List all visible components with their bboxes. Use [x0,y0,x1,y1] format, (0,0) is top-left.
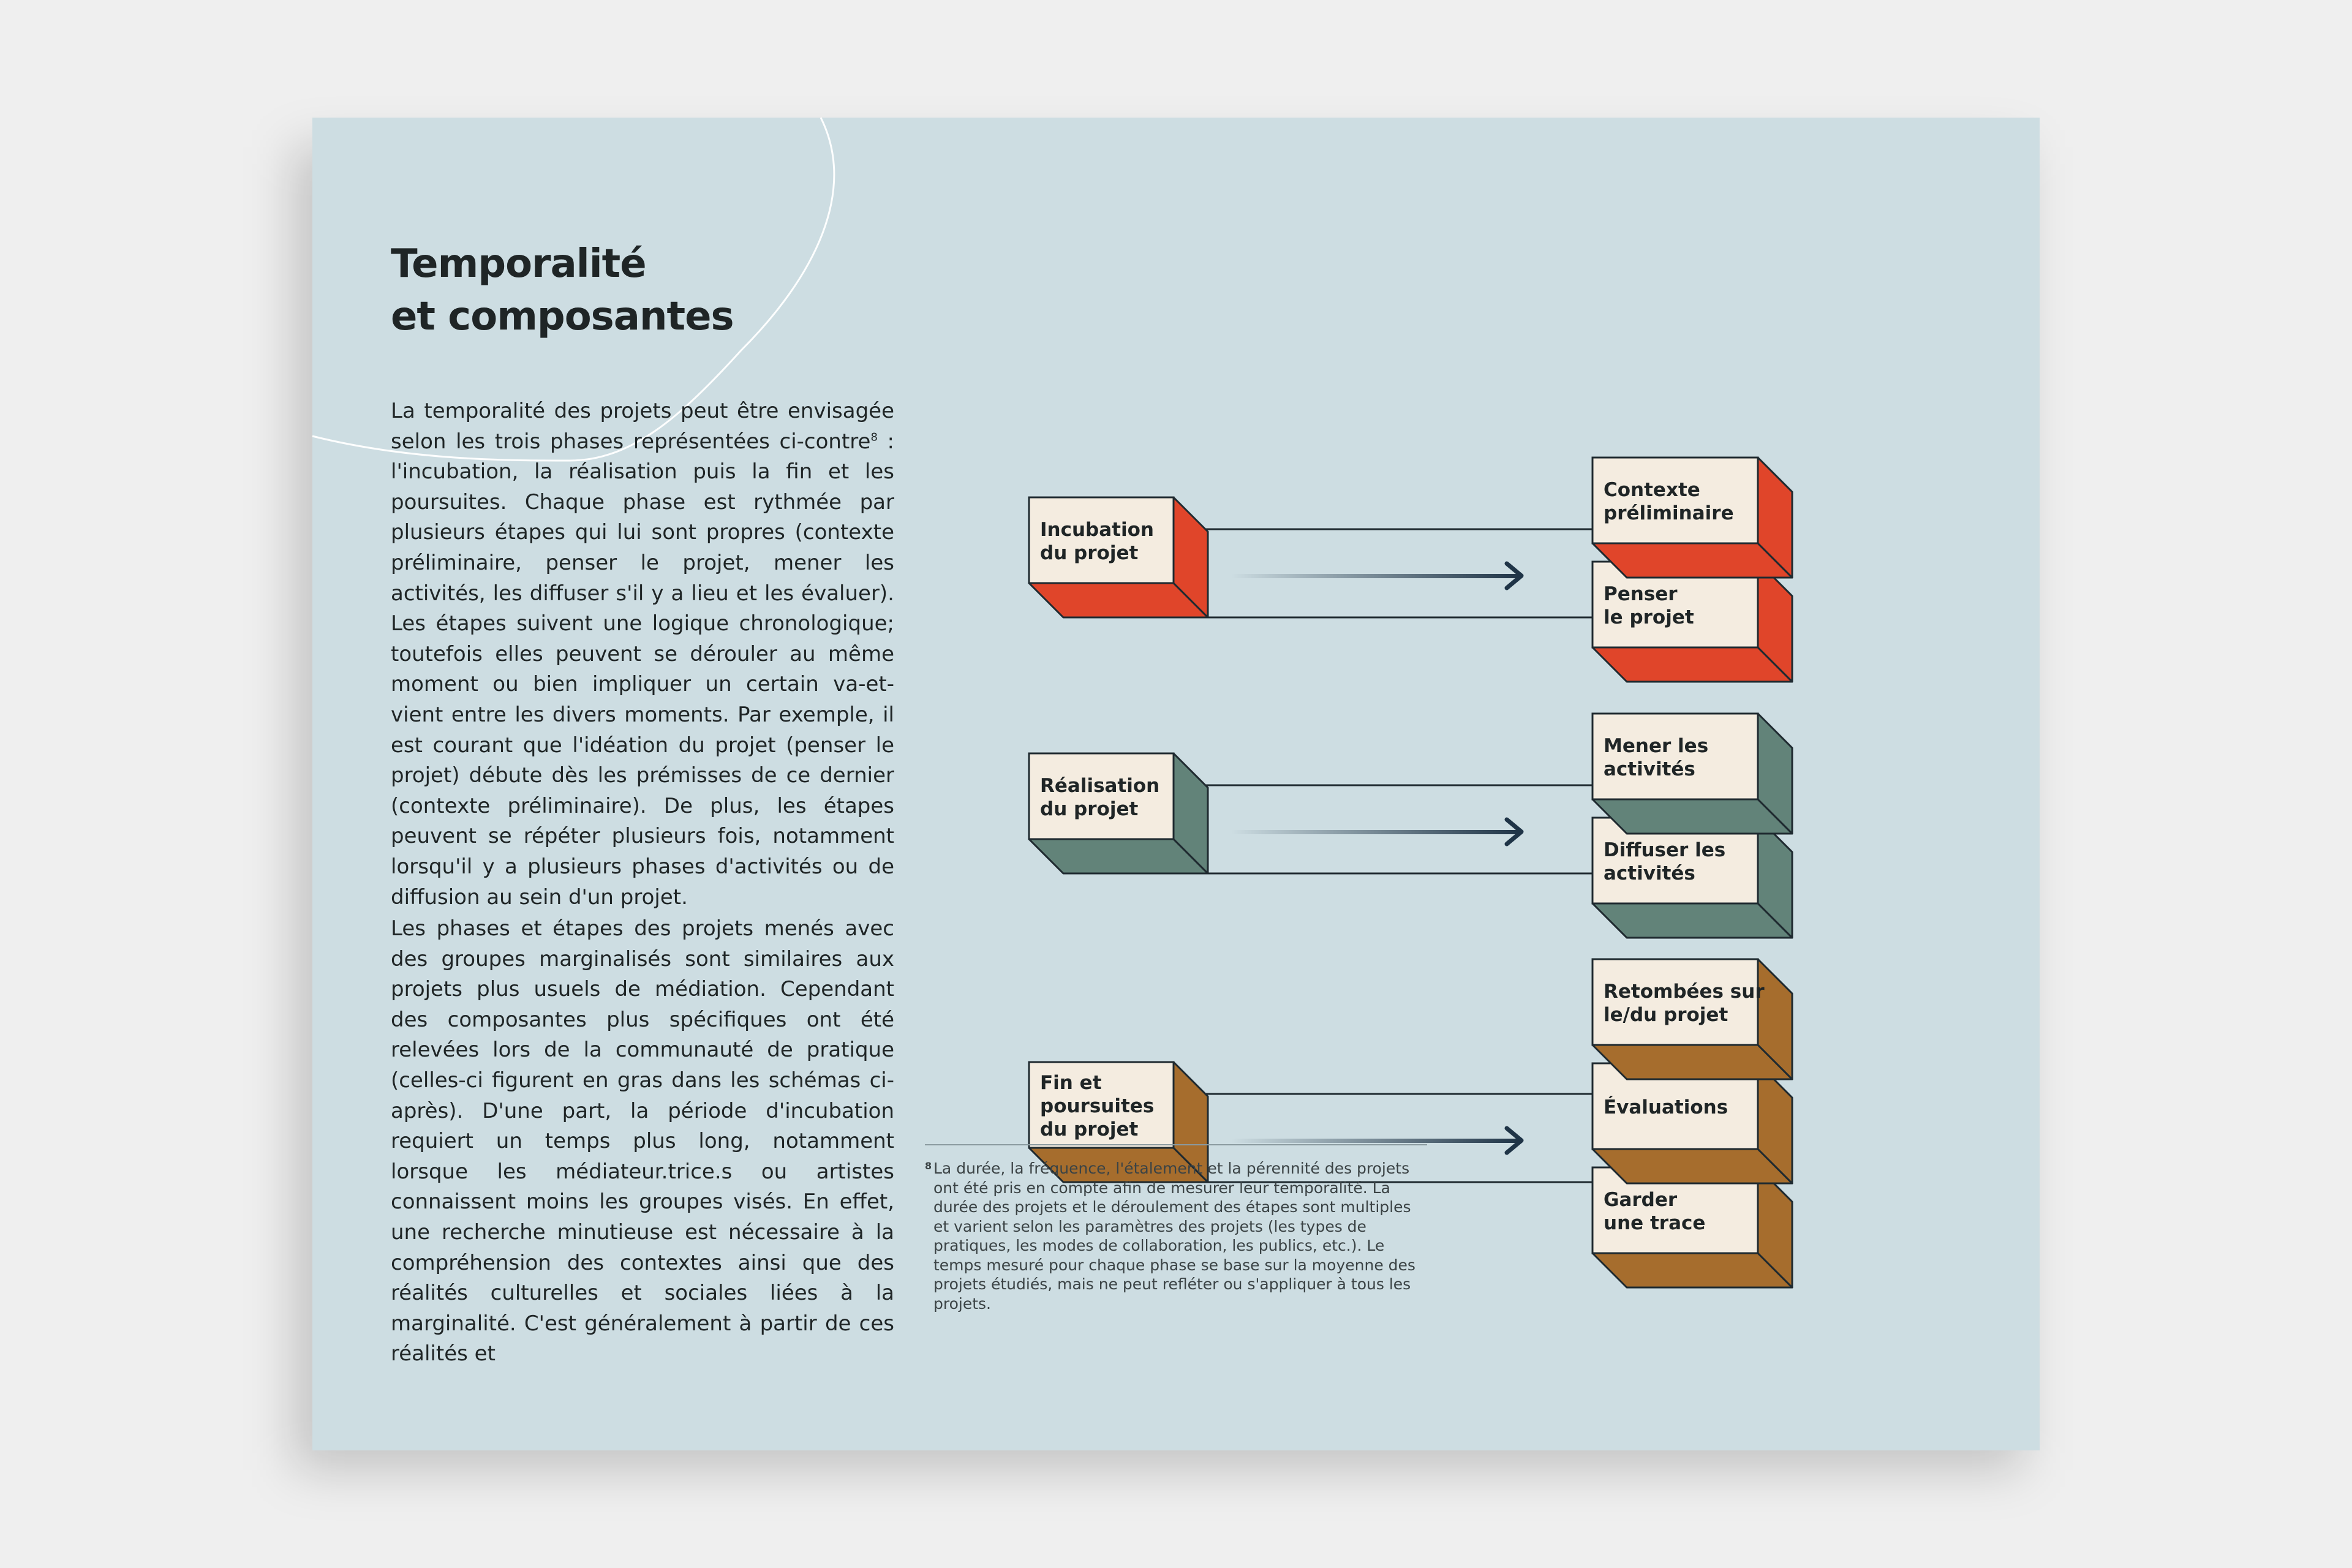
step-box-label-line: une trace [1604,1212,1706,1234]
page-title [391,238,734,343]
body-paragraph-1 [391,396,894,913]
phase-box-label-line: Fin et [1040,1072,1102,1094]
step-box-label-line: Garder [1604,1189,1678,1211]
step-box-label-line: le/du projet [1604,1004,1728,1026]
step-box-label-line: préliminaire [1604,502,1734,524]
paragraph-1-text-a: La temporalité des projets peut être envisagée selon les trois phases représentées ci-contre [391,399,894,454]
footnote-divider [925,1144,1427,1145]
footnote-text: La durée, la fréquence, l'étalement et la pérennité des projets ont été pris en compte afin de mesurer leur temporalité. La durée des projets et le déroulement des étapes sont multiples et varient selon les paramètres des projets (les types de pratiques, les modes de collaboration, les publics, etc.). Le temps mesuré pour chaque phase se base sur la moyenne des projets étudiés, mais ne peut refléter ou s'appliquer à tous les projets. [933,1159,1415,1313]
phase-box-label-line: du projet [1040,542,1139,564]
body-paragraph-2: Les phases et étapes des projets menés avec des groupes marginalisés sont similaires aux projets plus usuels de médiation. Cependant des composantes plus spécifiques ont été relevées lors de la communauté de pratique (celles-ci figurent en gras dans les schémas ci-après). D'une part, la période d'incubation requiert un temps plus long, notamment lorsque les médiateur.trice.s ou artistes connaissent moins les groupes visés. En effet, une recherche minutieuse est nécessaire à la compréhension des contextes ainsi que des réalités culturelles et sociales liées à la marginalité. C'est généralement à partir de ces réalités et [391,916,894,1366]
step-box-label-line: Mener les [1604,735,1709,757]
step-box-label-line: Penser [1604,583,1678,605]
phase-box-label-line: Réalisation [1040,775,1160,797]
footnote-mark: 8 [925,1160,932,1172]
phase-box-label-line: du projet [1040,1118,1139,1140]
progress-arrow-shaft [1231,830,1519,834]
title-line-2: et composantes [391,294,734,339]
phase-box [1029,497,1208,617]
phase-box-label-line: Incubation [1040,519,1154,541]
step-box [1593,1167,1792,1287]
step-box-label-line: Évaluations [1604,1096,1728,1118]
step-box-label-line: Diffuser les [1604,839,1726,861]
paragraph-1-text-b: : l'incubation, la réalisation puis la fin et les poursuites. Chaque phase est rythmée par plusieurs étapes qui lui sont propres (contexte préliminaire, penser le projet, mener les activités, les diffuser s'il y a lieu et les évaluer). Les étapes suivent une logique chronologique; toutefois elles peuvent se dérouler au même moment ou bien impliquer un certain va-et-vient entre les divers moments. Par exemple, il est courant que l'idéation du projet (penser le projet) débute dès les prémisses de ce dernier (contexte préliminaire). De plus, les étapes peuvent se répéter plusieurs fois, notamment lorsqu'il y a plusieurs phases d'activités ou de diffusion au sein d'un projet. [391,429,894,910]
progress-arrow-shaft [1231,574,1519,578]
step-box [1593,959,1792,1079]
step-box-label-line: Contexte [1604,479,1700,501]
step-box [1593,714,1792,834]
phase-box-label-line: du projet [1040,798,1139,820]
footnote-reference[interactable]: 8 [870,431,878,444]
progress-arrow-shaft [1231,1139,1519,1143]
title-line-1: Temporalité [391,241,646,287]
step-box-label-line: le projet [1604,606,1694,628]
phase-box [1029,753,1208,873]
step-box-label-line: Retombées sur [1604,981,1765,1003]
phase-group [1174,785,1593,873]
document-page [312,118,2040,1450]
phase-group [1174,529,1593,617]
step-box-label-line: activités [1604,862,1695,884]
step-box [1593,818,1792,938]
step-box [1593,1063,1792,1183]
step-box [1593,562,1792,682]
step-box-label-line: activités [1604,758,1695,780]
step-box [1593,458,1792,578]
footnote [925,1159,1427,1313]
phase-box-label-line: poursuites [1040,1095,1155,1117]
